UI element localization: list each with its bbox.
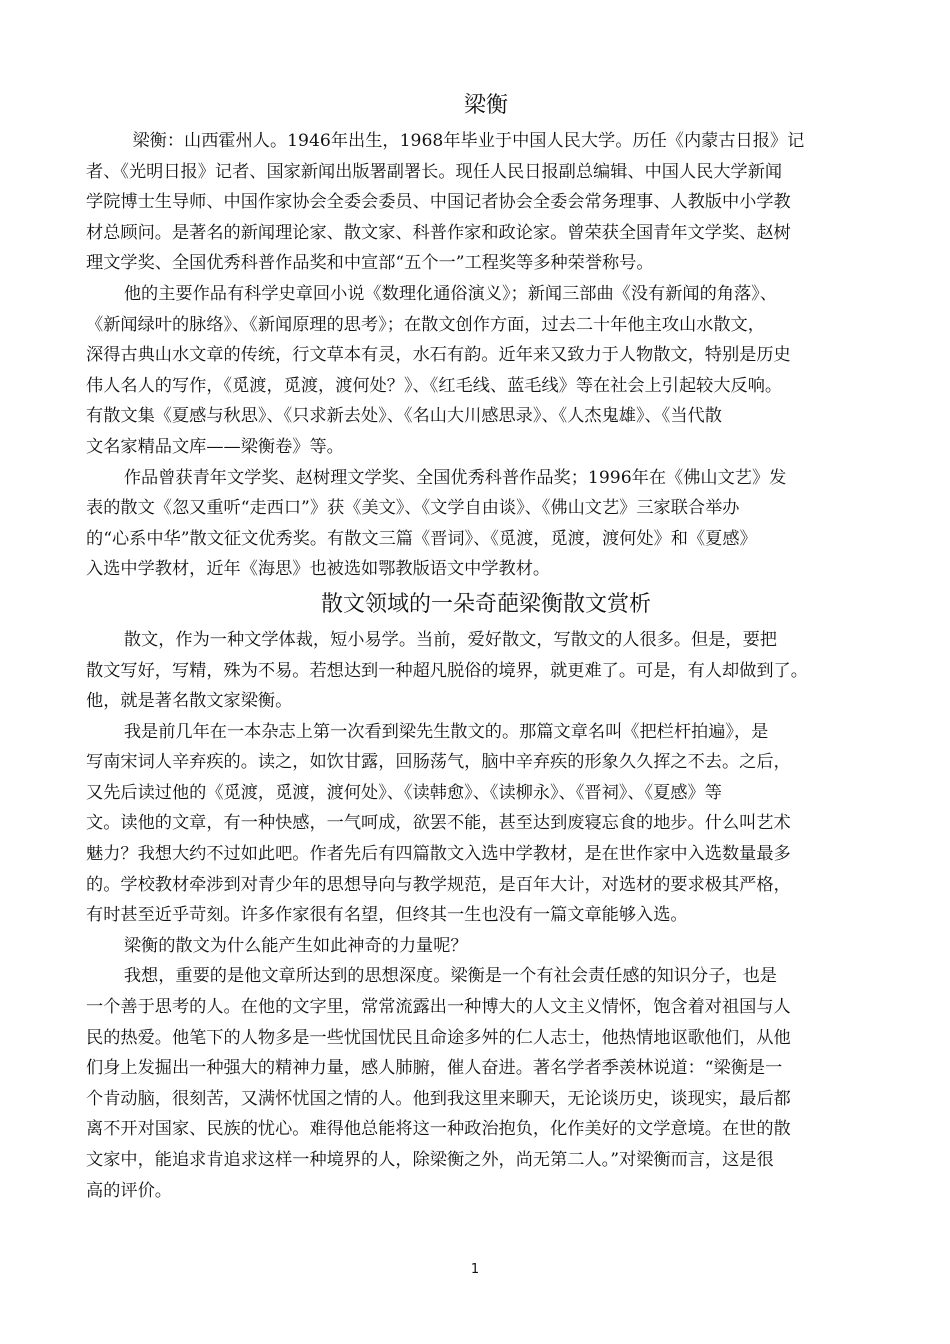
paragraph-line: 的。学校教材牵涉到对青少年的思想导向与教学规范，是百年大计，对选材的要求极其严格， (86, 874, 791, 895)
paragraph-line: 学院博士生导师、中国作家协会全委会委员、中国记者协会全委会常务理事、人教版中小学教 (86, 192, 791, 213)
paragraph (86, 126, 886, 279)
paragraph-line: 一个善于思考的人。在他的文字里，常常流露出一种博大的人文主义情怀，饱含着对祖国与人 (86, 997, 791, 1018)
paragraph-line: 梁衡：山西霍州人。1946年出生，1968年毕业于中国人民大学。历任《内蒙古日报》记 (132, 131, 805, 151)
essay-section (86, 625, 886, 1206)
section-title: 散文领域的一朵奇葩梁衡散文赏析 (320, 591, 651, 617)
paragraph-line: 有散文集《夏感与秋思》、《只求新去处》、《名山大川感思录》、《人杰鬼雄》、《当代散 (86, 406, 722, 427)
paragraph-line: 又先后读过他的《觅渡，觅渡，渡何处》、《读韩愈》、《读柳永》、《晋祠》、《夏感》等 (86, 782, 722, 803)
paragraph-line: 他，就是著名散文家梁衡。 (86, 691, 293, 712)
paragraph (86, 625, 886, 717)
paragraph-line: 写南宋词人辛弃疾的。读之，如饮甘露，回肠荡气，脑中辛弃疾的形象久久挥之不去。之后， (86, 752, 791, 773)
paragraph-line: 我想，重要的是他文章所达到的思想深度。梁衡是一个有社会责任感的知识分子，也是 (123, 966, 777, 987)
paragraph-line: 深得古典山水文章的传统，行文草本有灵，水石有韵。近年来又致力于人物散文，特别是历史 (86, 345, 791, 366)
paragraph-line: 伟人名人的写作，《觅渡，觅渡，渡何处？》、《红毛线、蓝毛线》等在社会上引起较大反响。 (86, 375, 783, 396)
paragraph-line: 离不开对国家、民族的忧心。难得他总能将这一种政治抱负，化作美好的文学意境。在世的散 (86, 1119, 791, 1140)
paragraph-line: 散文，作为一种文学体裁，短小易学。当前，爱好散文，写散文的人很多。但是，要把 (123, 629, 777, 650)
paragraph-line: 者、《光明日报》记者、国家新闻出版署副署长。现任人民日报副总编辑、中国人民大学新闻 (86, 161, 783, 182)
paragraph-line: 表的散文《忽又重听“走西口”》获《美文》、《文学自由谈》、《佛山文艺》三家联合举办 (86, 498, 740, 519)
paragraph-line: 们身上发掘出一种强大的精神力量，感人肺腑，催人奋进。著名学者季羡林说道：“梁衡是一 (86, 1058, 783, 1079)
paragraph (86, 961, 886, 1206)
paragraph-line: 我是前几年在一本杂志上第一次看到梁先生散文的。那篇文章名叫《把栏杆拍遍》，是 (123, 721, 769, 742)
paragraph-line: 的“心系中华”散文征文优秀奖。有散文三篇《晋词》、《觅渡，觅渡，渡何处》和《夏感》 (86, 528, 757, 549)
paragraph (86, 931, 886, 962)
paragraph-line: 文名家精品文库——梁衡卷》等。 (86, 436, 344, 457)
page-number: 1 (470, 1262, 480, 1277)
paragraph-line: 入选中学教材，近年《海思》也被选如鄂教版语文中学教材。 (86, 559, 551, 580)
paragraph (86, 463, 886, 585)
paragraph (86, 279, 886, 463)
paragraph-line: 文家中，能追求肯追求这样一种境界的人，除梁衡之外，尚无第二人。”对梁衡而言，这是很 (86, 1150, 774, 1170)
paragraph-line: 魅力？我想大约不过如此吧。作者先后有四篇散文入选中学教材，是在世作家中入选数量最多 (86, 844, 791, 865)
paragraph-line: 《新闻绿叶的脉络》、《新闻原理的思考》；在散文创作方面，过去二十年他主攻山水散文， (86, 314, 765, 335)
paragraph-line: 理文学奖、全国优秀科普作品奖和中宣部“五个一”工程奖等多种荣誉称号。 (86, 253, 654, 274)
document-page (86, 88, 886, 1206)
paragraph-line: 个肯动脑，很刻苦，又满怀忧国之情的人。他到我这里来聊天，无论谈历史，谈现实，最后都 (86, 1088, 791, 1109)
paragraph (86, 717, 886, 931)
paragraph-line: 高的评价。 (86, 1180, 172, 1201)
paragraph-line: 民的热爱。他笔下的人物多是一些忧国忧民且命途多舛的仁人志士，他热情地讴歌他们，从他 (86, 1027, 791, 1048)
paragraph-line: 他的主要作品有科学史章回小说《数理化通俗演义》；新闻三部曲《没有新闻的角落》、 (123, 283, 777, 304)
paragraph-line: 作品曾获青年文学奖、赵树理文学奖、全国优秀科普作品奖；1996年在《佛山文艺》发 (123, 467, 787, 488)
paragraph-line: 材总顾问。是著名的新闻理论家、散文家、科普作家和政论家。曾荣获全国青年文学奖、赵树 (86, 222, 791, 243)
paragraph-line: 梁衡的散文为什么能产生如此神奇的力量呢？ (123, 935, 468, 956)
paragraph-line: 有时甚至近乎苛刻。许多作家很有名望，但终其一生也没有一篇文章能够入选。 (86, 905, 688, 926)
paragraph-line: 文。读他的文章，有一种快感，一气呵成，欲罢不能，甚至达到废寝忘食的地步。什么叫艺术 (86, 813, 791, 834)
bio-section (86, 126, 886, 585)
page-title: 梁衡 (463, 93, 508, 118)
paragraph-line: 散文写好，写精，殊为不易。若想达到一种超凡脱俗的境界，就更难了。可是，有人却做到了。 (86, 660, 808, 681)
